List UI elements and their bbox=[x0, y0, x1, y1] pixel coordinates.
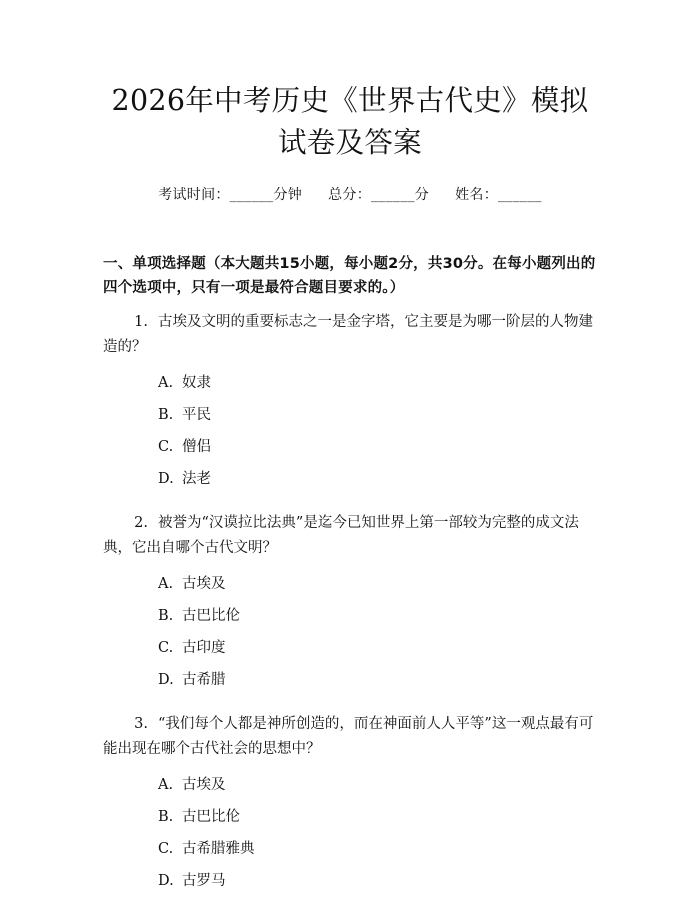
question-text: 被誉为“汉谟拉比法典”是迄今已知世界上第一部较为完整的成文法典，它出自哪个古代文明？ bbox=[103, 515, 579, 556]
exam-time-field: 考试时间：______分钟 bbox=[158, 187, 303, 203]
option-letter: C. bbox=[158, 841, 174, 857]
option-d bbox=[158, 871, 597, 903]
option-letter: A. bbox=[158, 576, 174, 592]
option-letter: D. bbox=[158, 471, 174, 487]
option-list bbox=[103, 574, 597, 702]
question-stem bbox=[103, 511, 597, 561]
option-c bbox=[158, 437, 597, 469]
option-letter: B. bbox=[158, 407, 174, 423]
option-text: 古希腊雅典 bbox=[182, 841, 255, 857]
option-d bbox=[158, 670, 597, 702]
page-title: 2026年中考历史《世界古代史》模拟试卷及答案 bbox=[111, 84, 589, 159]
option-text: 古巴比伦 bbox=[182, 608, 240, 624]
option-a bbox=[158, 574, 597, 606]
option-text: 古巴比伦 bbox=[182, 809, 240, 825]
option-b bbox=[158, 807, 597, 839]
option-text: 古罗马 bbox=[182, 873, 226, 889]
option-a bbox=[158, 373, 597, 405]
option-a bbox=[158, 775, 597, 807]
question-2 bbox=[103, 511, 597, 702]
option-text: 古印度 bbox=[182, 640, 226, 656]
option-letter: A. bbox=[158, 375, 174, 391]
question-stem bbox=[103, 310, 597, 360]
section-heading: 一、单项选择题（本大题共15小题，每小题2分，共30分。在每小题列出的四个选项中，只有一项是最符合题目要求的。） bbox=[103, 256, 596, 296]
question-number: 3. bbox=[134, 716, 148, 732]
option-text: 僧侣 bbox=[182, 439, 211, 455]
option-letter: D. bbox=[158, 873, 174, 889]
option-letter: D. bbox=[158, 672, 174, 688]
student-name-field: 姓名：______ bbox=[455, 187, 542, 203]
option-letter: C. bbox=[158, 640, 174, 656]
question-number: 2. bbox=[134, 515, 148, 531]
option-letter: B. bbox=[158, 809, 174, 825]
total-score-field: 总分：______分 bbox=[328, 187, 430, 203]
question-text: “我们每个人都是神所创造的，而在神面前人人平等”这一观点最有可能出现在哪个古代社会的思想中？ bbox=[103, 716, 594, 757]
option-c bbox=[158, 638, 597, 670]
option-list bbox=[103, 373, 597, 501]
option-text: 古希腊 bbox=[182, 672, 226, 688]
exam-info-line bbox=[103, 184, 597, 204]
question-number: 1. bbox=[134, 314, 148, 330]
option-c bbox=[158, 839, 597, 871]
question-stem bbox=[103, 712, 597, 762]
option-text: 法老 bbox=[182, 471, 211, 487]
question-text: 古埃及文明的重要标志之一是金字塔，它主要是为哪一阶层的人物建造的？ bbox=[103, 314, 593, 355]
option-text: 古埃及 bbox=[182, 576, 226, 592]
option-text: 奴隶 bbox=[182, 375, 211, 391]
option-letter: A. bbox=[158, 777, 174, 793]
question-1 bbox=[103, 310, 597, 501]
option-b bbox=[158, 606, 597, 638]
option-letter: B. bbox=[158, 608, 174, 624]
question-3 bbox=[103, 712, 597, 903]
option-text: 平民 bbox=[182, 407, 211, 423]
option-letter: C. bbox=[158, 439, 174, 455]
option-d bbox=[158, 469, 597, 501]
option-list bbox=[103, 775, 597, 903]
option-text: 古埃及 bbox=[182, 777, 226, 793]
option-b bbox=[158, 405, 597, 437]
